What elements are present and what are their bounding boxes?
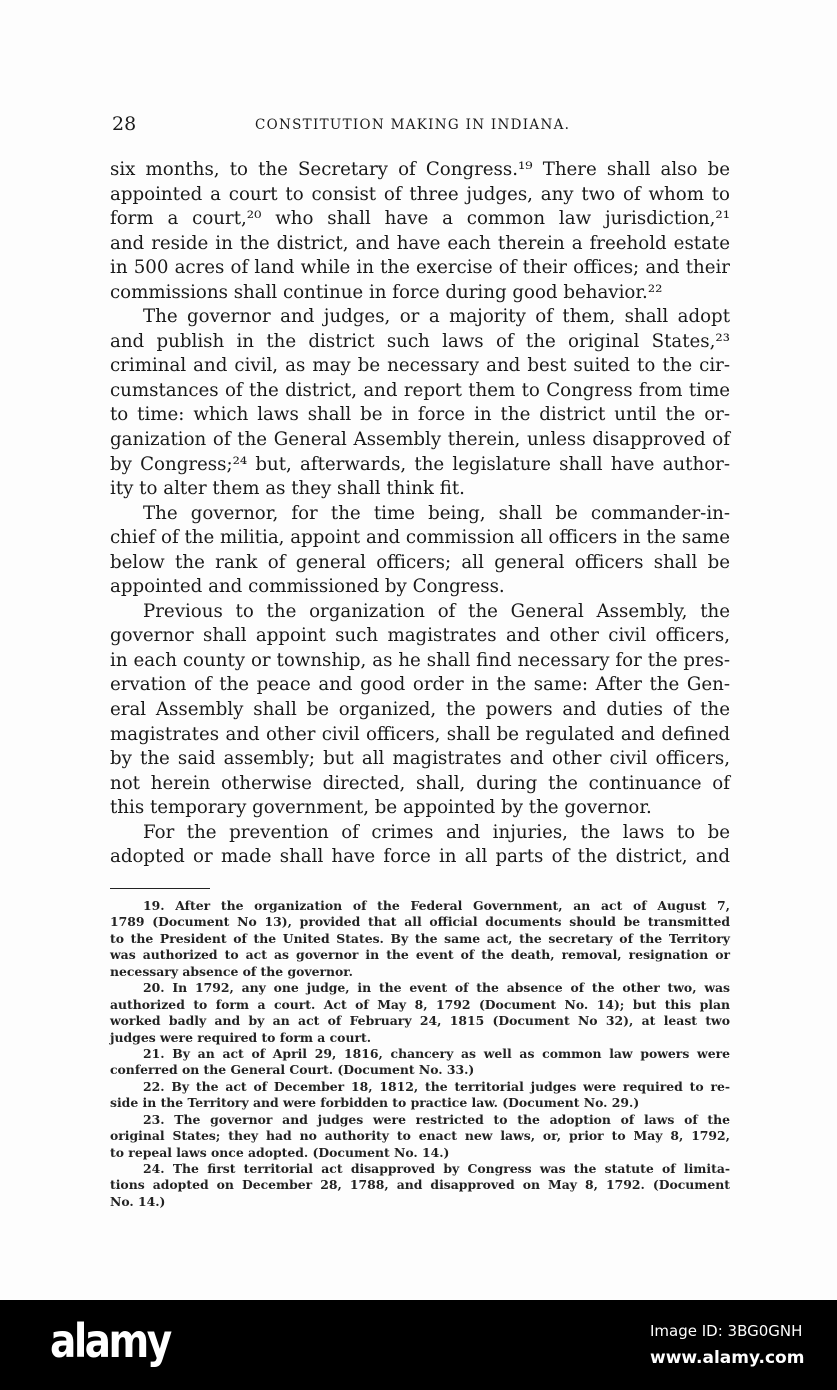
footnote-line: side in the Territory and were forbidden to practice law. (Document No. 29.) [110,1095,640,1111]
text-line: The governor and judges, or a majority of them, shall adopt [143,306,730,328]
text-line: by Congress;²⁴ but, afterwards, the legislature shall have author- [110,453,730,475]
text-line: ity to alter them as they shall think fit. [110,478,465,500]
text-line: magistrates and other civil officers, shall be regulated and defined [110,723,730,745]
text-line: below the rank of general officers; all general officers shall be [110,551,730,573]
text-line: and publish in the district such laws of the original States,²³ [110,330,730,352]
footnote-line: 20. In 1792, any one judge, in the event of the absence of the other two, was [143,980,730,996]
text-line: form a court,²⁰ who shall have a common law jurisdiction,²¹ [110,208,730,230]
footnote-rule [110,888,210,889]
footnote-line: tions adopted on December 28, 1788, and disapproved on May 8, 1792. (Document [110,1177,730,1193]
running-title: CONSTITUTION MAKING IN INDIANA. [255,117,571,133]
text-line: ganization of the General Assembly therein, unless disapproved of [110,429,730,451]
footnote [110,1161,730,1210]
page-number: 28 [112,113,137,135]
text-line: chief of the militia, appoint and commission all officers in the same [110,527,731,549]
footnote-line: No. 14.) [110,1193,166,1209]
footnote-line: necessary absence of the governor. [110,963,353,979]
alamy-logo: alamy [50,1314,170,1368]
text-line: appointed a court to consist of three judges, any two of whom to [110,183,730,205]
footnote-line: authorized to form a court. Act of May 8, 1792 (Document No. 14); but this plan [110,996,730,1012]
footnote [110,1112,730,1161]
footnote-line: 23. The governor and judges were restricted to the adoption of laws of the [143,1111,730,1127]
footnote-line: original States; they had no authority to enact new laws, or, prior to May 8, 1792, [110,1128,730,1144]
text-line: this temporary government, be appointed by the governor. [110,797,652,819]
text-line: Previous to the organization of the General Assembly, the [143,600,730,622]
paragraph [110,502,730,600]
text-line: to time: which laws shall be in force in the district until the or- [110,404,730,426]
text-line: adopted or made shall have force in all parts of the district, and [110,846,730,868]
footnote [110,980,730,1046]
footnote-line: 21. By an act of April 29, 1816, chancery as well as common law powers were [143,1045,730,1061]
footnote-line: judges were required to form a court. [110,1029,372,1045]
footnote-line: 22. By the act of December 18, 1812, the territorial judges were required to re- [143,1078,730,1094]
paragraph [110,600,730,821]
text-line: in each county or township, as he shall find necessary for the pres- [110,649,730,671]
site-url: www.alamy.com [650,1348,805,1368]
footnote-line: 1789 (Document No 13), provided that all official documents should be transmitted [110,914,730,930]
paragraph [110,158,730,305]
footnotes [110,898,730,1210]
footnote-line: worked badly and by an act of February 24, 1815 (Document No 32), at least two [110,1013,730,1029]
stock-banner [0,1300,837,1390]
body-text [110,158,730,870]
footnote-line: 24. The first territorial act disapproved by Congress was the statute of limita- [143,1161,730,1176]
footnote-line: to repeal laws once adopted. (Document No. 14.) [110,1144,450,1160]
footnote [110,1046,730,1079]
text-line: by the said assembly; but all magistrates and other civil officers, [110,748,730,770]
footnote-line: 19. After the organization of the Federal Government, an act of August 7, [143,898,730,913]
image-id: Image ID: 3BG0GNH [650,1322,803,1340]
footnote-line: to the President of the United States. By the same act, the secretary of the Territory [110,930,730,946]
text-line: and reside in the district, and have each therein a freehold estate [110,232,730,254]
text-line: cumstances of the district, and report them to Congress from time [110,379,730,401]
footnote-line: conferred on the General Court. (Document No. 33.) [110,1062,475,1078]
text-line: criminal and civil, as may be necessary and best suited to the cir- [110,355,730,377]
footnote [110,1079,730,1112]
footnote [110,898,730,980]
text-line: six months, to the Secretary of Congress.¹⁹ There shall also be [110,159,730,180]
paragraph [110,821,730,870]
paragraph [110,305,730,501]
text-line: governor shall appoint such magistrates and other civil officers, [110,625,730,647]
text-line: For the prevention of crimes and injuries, the laws to be [143,821,730,843]
footnote-line: was authorized to act as governor in the event of the death, removal, resignation or [110,947,730,963]
text-line: commissions shall continue in force during good behavior.²² [110,281,663,303]
text-line: appointed and commissioned by Congress. [110,576,505,598]
text-line: eral Assembly shall be organized, the powers and duties of the [110,699,730,721]
text-line: ervation of the peace and good order in the same: After the Gen- [110,674,730,696]
text-line: not herein otherwise directed, shall, during the continuance of [110,772,730,794]
text-line: in 500 acres of land while in the exercise of their offices; and their [110,257,730,279]
text-line: The governor, for the time being, shall be commander-in- [143,502,730,524]
